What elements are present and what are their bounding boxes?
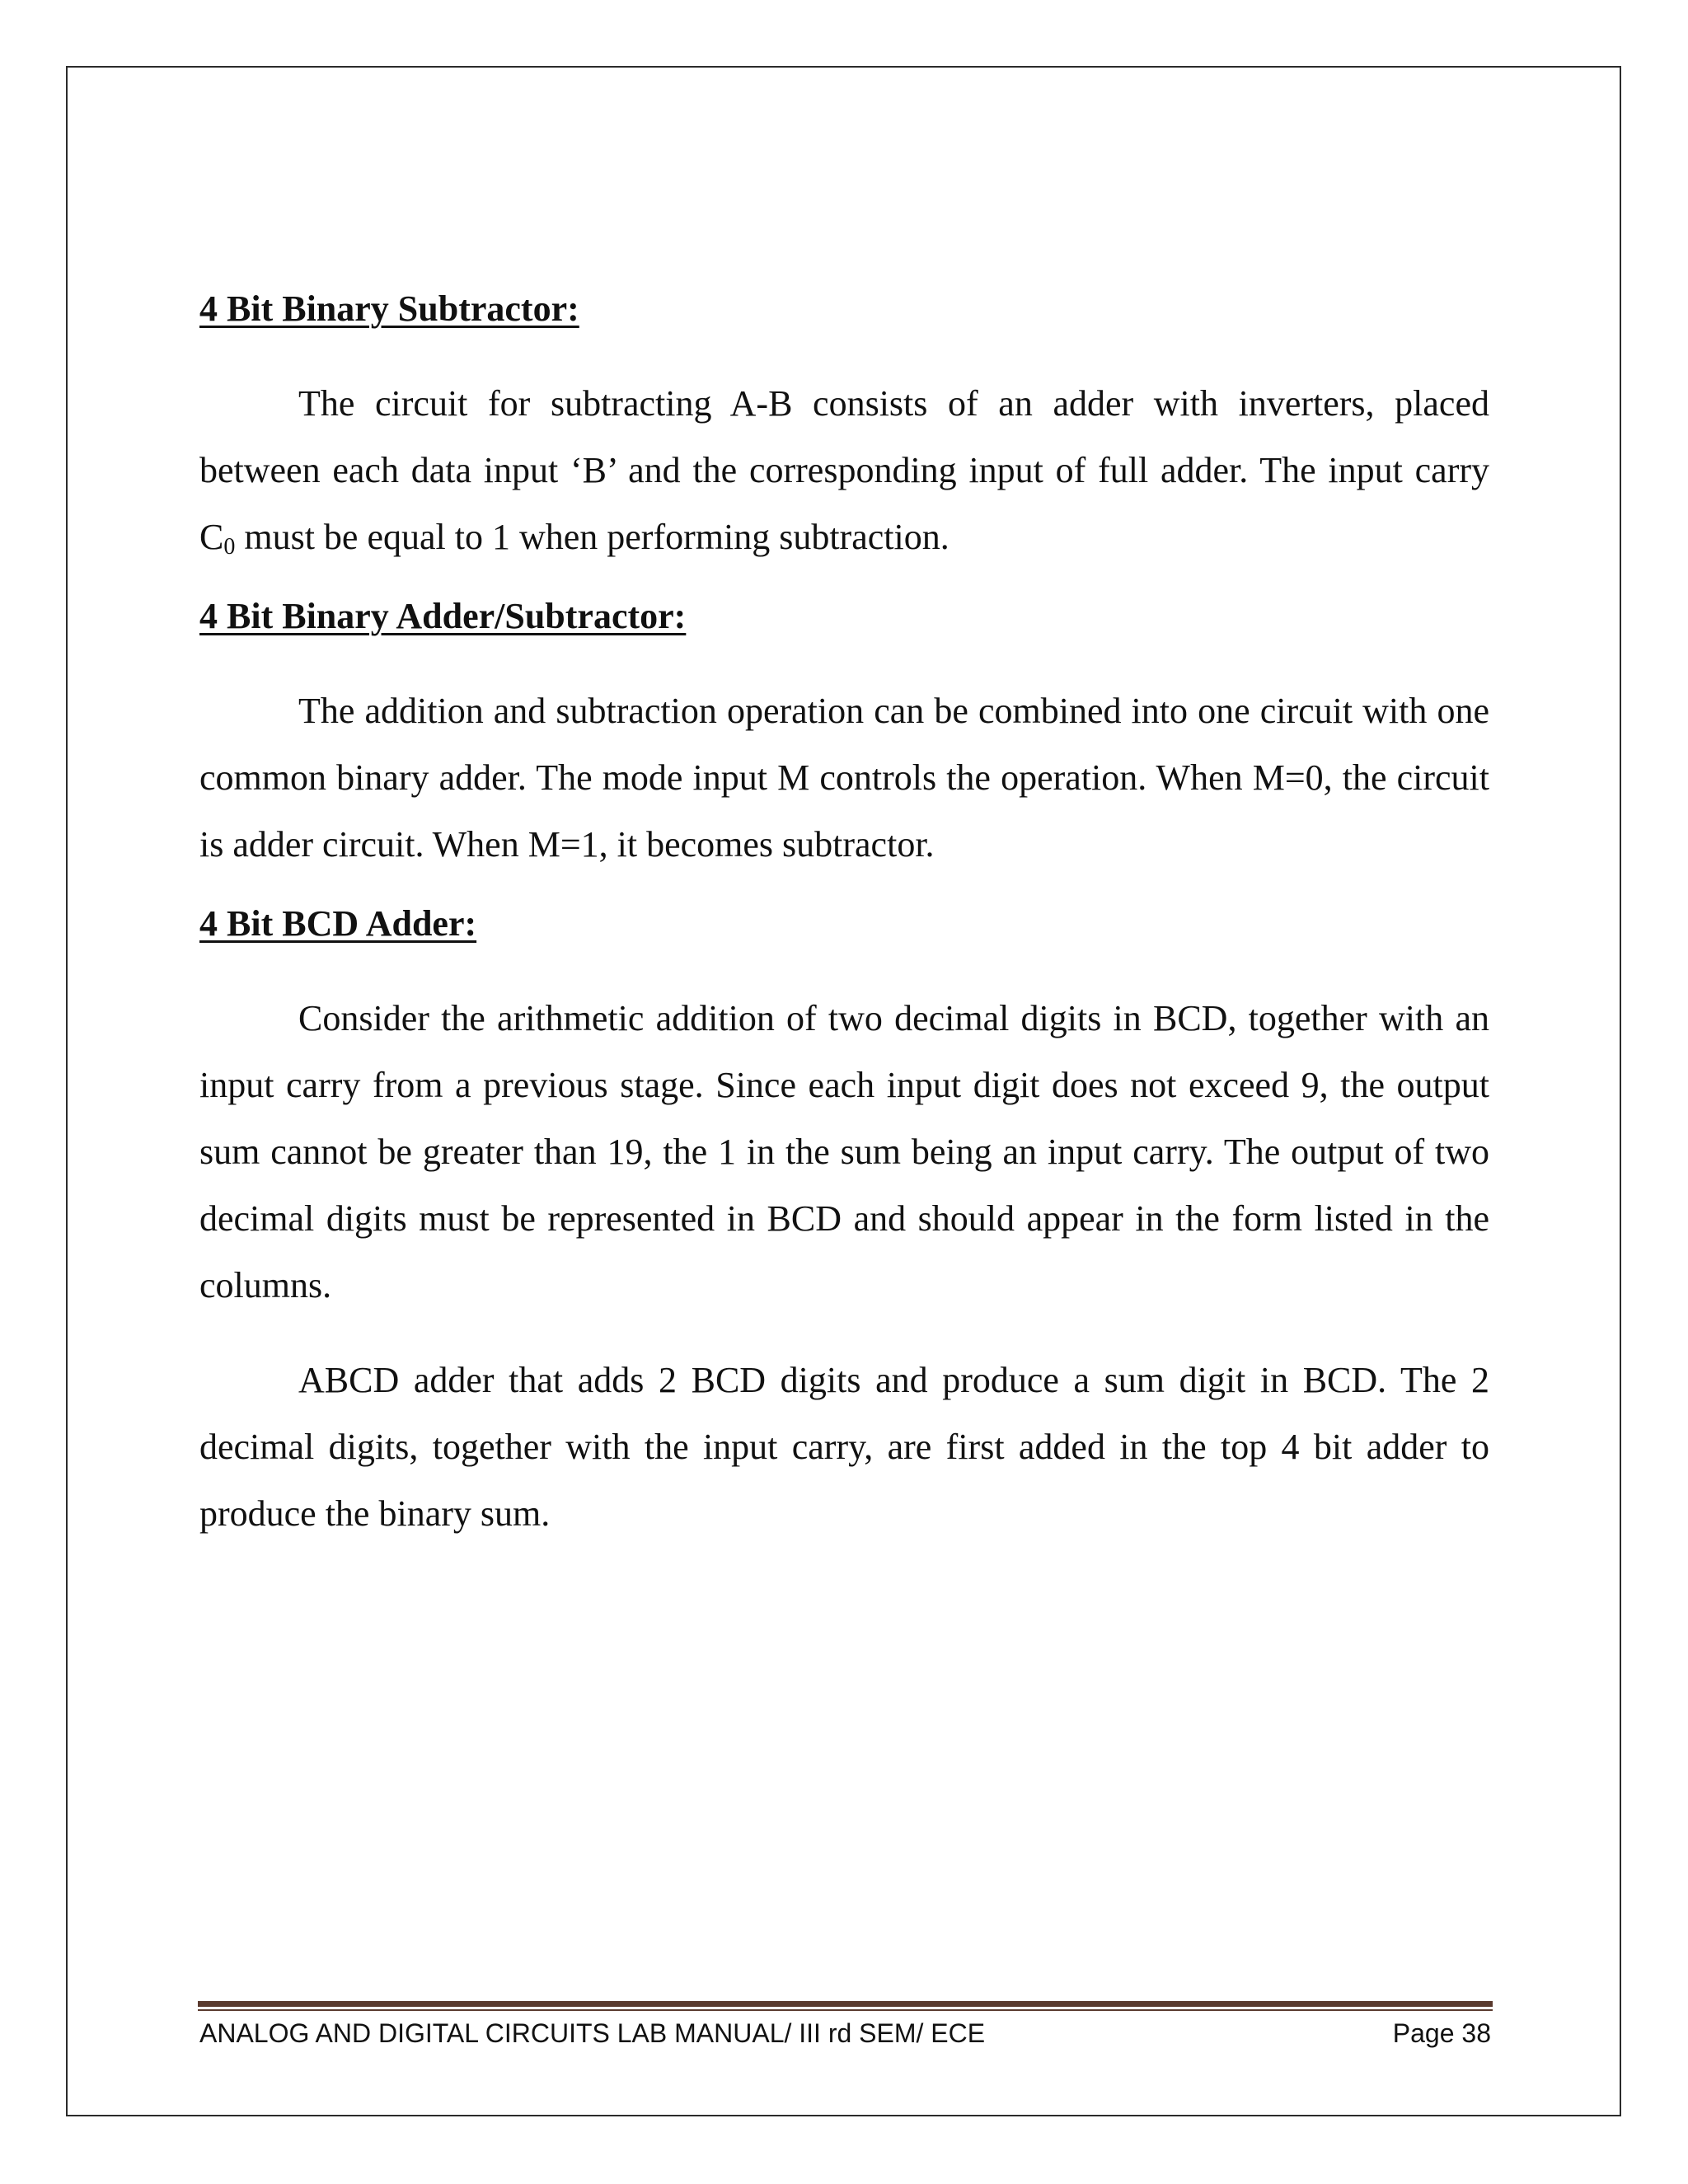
- paragraph-text: The circuit for subtracting A-B consists of an adder with inverters, placed between each data input ‘B’ and the corresponding input of full adder. The input carry C: [199, 383, 1489, 557]
- paragraph-binary-subtractor: [199, 370, 1489, 570]
- subscript-zero: 0: [223, 534, 236, 560]
- section-heading-binary-subtractor: 4 Bit Binary Subtractor:: [199, 288, 579, 329]
- footer-title: ANALOG AND DIGITAL CIRCUITS LAB MANUAL/ III rd SEM/ ECE: [199, 2018, 986, 2048]
- document-body: [199, 284, 1489, 1547]
- footer-rule-thick: [198, 2001, 1493, 2007]
- paragraph-text: must be equal to 1 when performing subtraction.: [235, 517, 950, 557]
- footer-rule-thin: [198, 2009, 1493, 2011]
- paragraph-adder-subtractor: The addition and subtraction operation can be combined into one circuit with one common binary adder. The mode input M controls the operation. When M=0, the circuit is adder circuit. When M=1, it becomes subtractor.: [199, 691, 1489, 865]
- page-number: Page 38: [1392, 2018, 1491, 2048]
- page-footer: [199, 2013, 1491, 2054]
- paragraph-bcd-adder-2: ABCD adder that adds 2 BCD digits and produce a sum digit in BCD. The 2 decimal digits, together with the input carry, are first added in the top 4 bit adder to produce the binary sum.: [199, 1360, 1489, 1534]
- section-heading-adder-subtractor: 4 Bit Binary Adder/Subtractor:: [199, 596, 687, 636]
- section-heading-bcd-adder: 4 Bit BCD Adder:: [199, 903, 477, 944]
- paragraph-bcd-adder-1: Consider the arithmetic addition of two decimal digits in BCD, together with an input carry from a previous stage. Since each input digit does not exceed 9, the output sum cannot be greater than 19, the 1 in the sum being an input carry. The output of two decimal digits must be represented in BCD and should appear in the form listed in the columns.: [199, 998, 1489, 1305]
